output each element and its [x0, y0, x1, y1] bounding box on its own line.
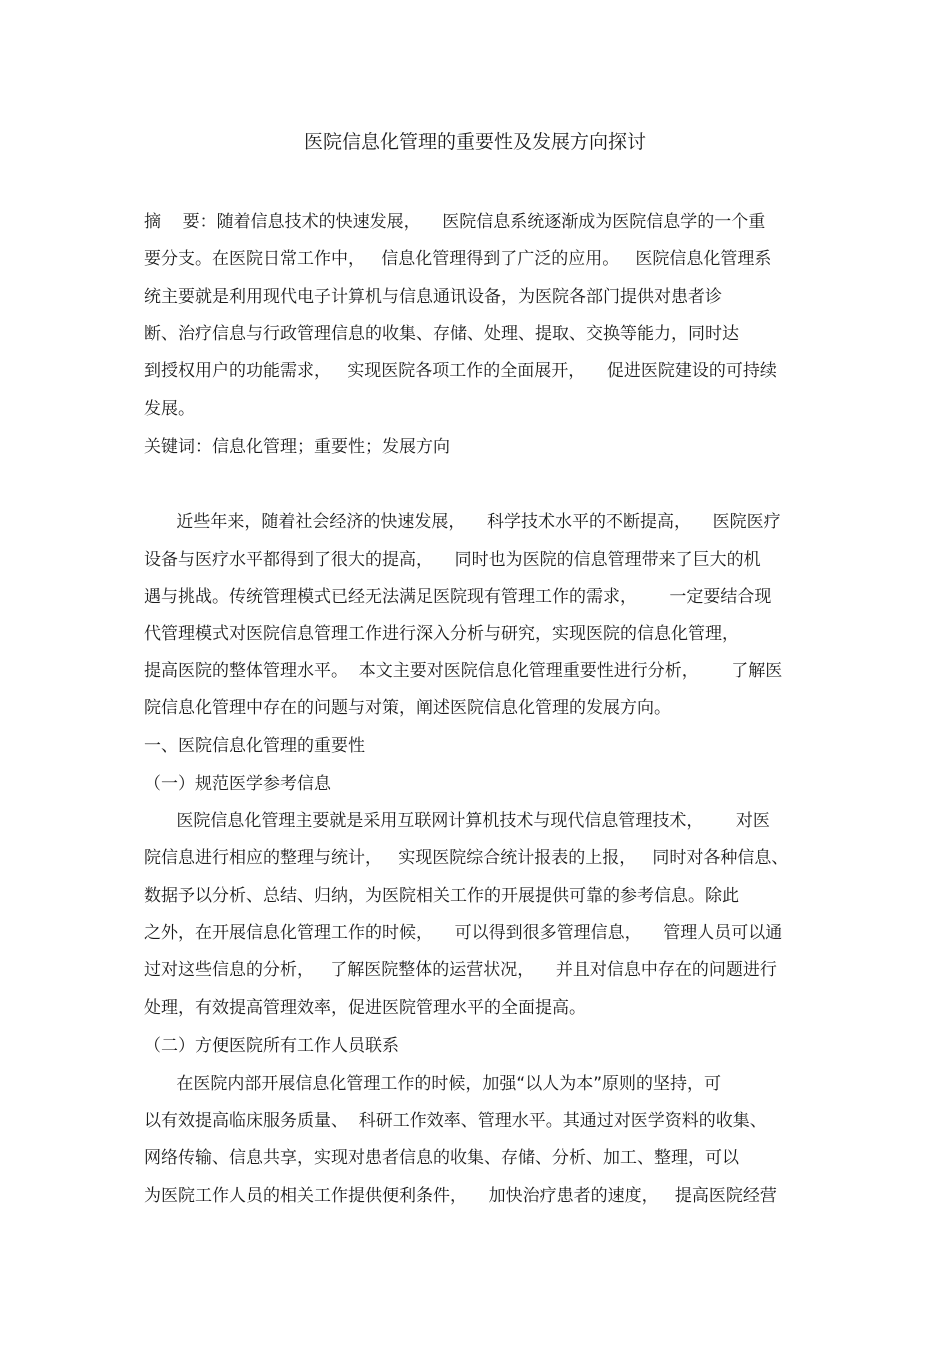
body-line: 网络传输、信息共享，实现对患者信息的收集、存储、分析、加工、整理，可以 — [144, 1148, 739, 1168]
section-heading: 一、医院信息化管理的重要性 — [144, 736, 365, 756]
keywords-line: 关键词：信息化管理；重要性；发展方向 — [144, 437, 450, 457]
body-line: 院信息化管理中存在的问题与对策，阐述医院信息化管理的发展方向。 — [144, 698, 671, 718]
body-line: 数据予以分析、总结、归纳，为医院相关工作的开展提供可靠的参考信息。除此 — [144, 886, 739, 906]
body-line: 近些年来，随着社会经济的快速发展， 科学技术水平的不断提高， 医院医疗 — [144, 512, 781, 532]
body-line: 院信息进行相应的整理与统计， 实现医院综合统计报表的上报， 同时对各种信息、 — [144, 848, 789, 868]
document-title: 医院信息化管理的重要性及发展方向探讨 — [303, 131, 646, 153]
subsection-heading: （一）规范医学参考信息 — [144, 774, 331, 794]
abstract-line: 统主要就是利用现代电子计算机与信息通讯设备，为医院各部门提供对患者诊 — [144, 287, 722, 307]
subsection-heading: （二）方便医院所有工作人员联系 — [144, 1036, 399, 1056]
abstract-line: 到授权用户的功能需求， 实现医院各项工作的全面展开， 促进医院建设的可持续 — [144, 361, 777, 381]
abstract-line: 断、治疗信息与行政管理信息的收集、存储、处理、提取、交换等能力，同时达 — [144, 324, 739, 344]
body-line: 过对这些信息的分析， 了解医院整体的运营状况， 并且对信息中存在的问题进行 — [144, 960, 777, 980]
body-line: 设备与医疗水平都得到了很大的提高， 同时也为医院的信息管理带来了巨大的机 — [144, 550, 761, 570]
abstract-line: 摘 要：随着信息技术的快速发展， 医院信息系统逐渐成为医院信息学的一个重 — [144, 212, 766, 232]
body-line: 为医院工作人员的相关工作提供便利条件， 加快治疗患者的速度， 提高医院经营 — [144, 1186, 777, 1206]
body-line: 医院信息化管理主要就是采用互联网计算机技术与现代信息管理技术， 对医 — [144, 811, 770, 831]
body-line: 在医院内部开展信息化管理工作的时候，加强“以人为本”原则的坚持，可 — [144, 1074, 722, 1094]
abstract-line: 发展。 — [144, 399, 195, 419]
body-line: 提高医院的整体管理水平。 本文主要对医院信息化管理重要性进行分析， 了解医 — [144, 661, 783, 681]
abstract-line: 要分支。在医院日常工作中， 信息化管理得到了广泛的应用。 医院信息化管理系 — [144, 249, 772, 269]
body-line: 遇与挑战。传统管理模式已经无法满足医院现有管理工作的需求， 一定要结合现 — [144, 587, 772, 607]
body-line: 处理，有效提高管理效率，促进医院管理水平的全面提高。 — [144, 998, 586, 1018]
body-line: 以有效提高临床服务质量、 科研工作效率、管理水平。其通过对医学资料的收集、 — [144, 1111, 767, 1131]
body-line: 代管理模式对医院信息管理工作进行深入分析与研究，实现医院的信息化管理， — [144, 624, 739, 644]
body-line: 之外，在开展信息化管理工作的时候， 可以得到很多管理信息， 管理人员可以通 — [144, 923, 783, 943]
